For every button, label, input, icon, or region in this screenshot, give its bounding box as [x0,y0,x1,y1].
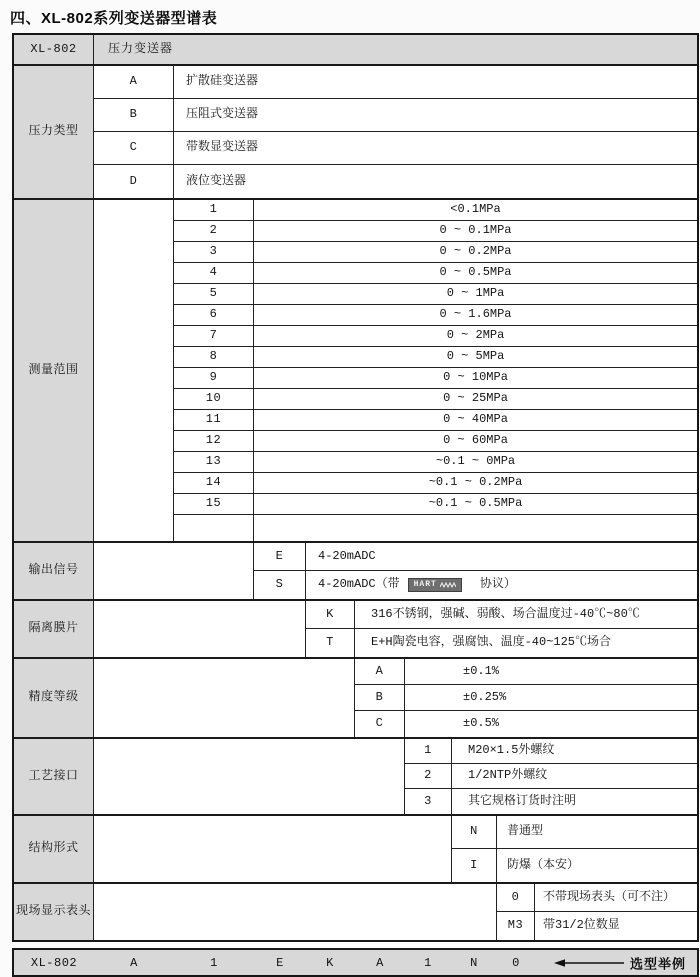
description-cell: 带数显变送器 [174,132,697,165]
code-cell: A [94,66,174,99]
code-cell: 10 [174,389,254,410]
code-cell: 15 [174,494,254,515]
wave-icon [440,581,456,589]
description-cell: 0 ~ 60MPa [254,431,697,452]
section-accuracy-class [14,657,697,737]
description-cell: ±0.5% [463,716,500,731]
section-label-isolation-diaphragm: 隔离膜片 [14,601,94,657]
section-label-process-connection: 工艺接口 [14,739,94,814]
example-code: N [470,955,478,970]
code-cell: 14 [174,473,254,494]
section-isolation-diaphragm [14,599,697,657]
model-code-cell: XL-802 [14,35,94,64]
code-cell: A [355,659,405,685]
section-structure-type [14,814,697,882]
description-cell: 316不锈钢，强碱、弱酸、场合温度过-40℃~80℃ [355,601,697,629]
page-title: 四、XL-802系列变送器型谱表 [10,10,218,27]
example-code: XL-802 [30,955,78,970]
description-cell: 带31/2位数显 [543,918,620,933]
code-cell: B [355,685,405,711]
spacer-cell [94,601,306,657]
description-cell: <0.1MPa [254,200,697,221]
code-cell: K [306,601,355,629]
description-cell: 防爆（本安） [507,857,580,872]
code-cell: I [452,849,497,882]
description-cell: 4-20mADC [306,543,697,571]
description-cell: 0 ~ 1.6MPa [254,305,697,326]
spacer-cell [94,739,405,814]
section-process-connection [14,737,697,814]
code-cell [174,515,254,541]
spacer-cell [94,543,254,599]
example-code: E [276,955,284,970]
table-header-row [14,35,697,64]
description-cell: 0 ~ 40MPa [254,410,697,431]
example-code: 1 [210,955,218,970]
hart-badge-text: HART [413,579,437,589]
code-cell: 11 [174,410,254,431]
code-cell: 3 [405,789,452,814]
spacer-cell [94,884,497,940]
description-cell: 0 ~ 1MPa [254,284,697,305]
example-code: A [130,955,138,970]
code-cell: E [254,543,306,571]
code-cell: 4 [174,263,254,284]
code-cell: 8 [174,347,254,368]
left-arrow-icon [554,958,624,968]
description-cell: E+H陶瓷电容，强腐蚀、温度-40~125℃场合 [371,635,612,650]
code-cell: 3 [174,242,254,263]
description-cell: ~0.1 ~ 0MPa [254,452,697,473]
model-spec-table [12,33,699,942]
description-cell: 1/2NTP外螺纹 [452,764,697,789]
description-cell: 扩散硅变送器 [174,66,697,99]
description-cell: ±0.25% [405,685,697,711]
description-cell: 其它规格订货时注明 [468,793,577,808]
code-cell: 2 [405,764,452,789]
description-cell: ~0.1 ~ 0.5MPa [254,494,697,515]
example-code: K [326,955,334,970]
description-cell: 0 ~ 5MPa [254,347,697,368]
description-cell: 液位变送器 [186,173,247,188]
description-cell: 0 ~ 0.2MPa [254,242,697,263]
description-cell: ~0.1 ~ 0.2MPa [254,473,697,494]
code-cell: 13 [174,452,254,473]
section-field-display-head [14,882,697,940]
code-cell: 7 [174,326,254,347]
code-cell: C [355,711,405,737]
example-code: 1 [424,955,432,970]
description-cell: 压阻式变送器 [174,99,697,132]
spacer-cell [94,200,174,541]
section-label-output-signal: 输出信号 [14,543,94,599]
code-cell: T [306,629,355,657]
code-cell: 1 [405,739,452,764]
section-label-structure-type: 结构形式 [14,816,94,882]
code-cell: B [94,99,174,132]
code-cell: S [254,571,306,599]
spacer-cell [94,816,452,882]
spacer-cell [94,659,355,737]
description-cell: 普通型 [497,816,697,849]
description-cell: M20×1.5外螺纹 [452,739,697,764]
section-label-field-display-head: 现场显示表头 [14,884,94,940]
code-cell: 2 [174,221,254,242]
section-label-pressure-type: 压力类型 [14,66,94,198]
code-cell: N [452,816,497,849]
product-name-cell: 压力变送器 [108,41,174,56]
description-cell: 0 ~ 0.1MPa [254,221,697,242]
example-code: A [376,955,384,970]
description-text: 协议） [479,577,516,592]
code-cell: 0 [497,884,535,912]
description-cell [306,571,697,599]
code-cell: D [94,165,174,198]
description-cell: ±0.1% [405,659,697,685]
description-cell: 0 ~ 25MPa [254,389,697,410]
section-pressure-type [14,64,697,198]
description-text: 4-20mADC（带 [318,577,400,592]
example-code: 0 [512,955,520,970]
selection-example-bar [12,948,699,977]
code-cell: 9 [174,368,254,389]
description-cell: 0 ~ 2MPa [254,326,697,347]
description-cell: 不带现场表头（可不注） [535,884,697,912]
description-cell: 0 ~ 10MPa [254,368,697,389]
example-label: 选型举例 [630,956,687,971]
code-cell: 12 [174,431,254,452]
description-cell: 0 ~ 0.5MPa [254,263,697,284]
section-label-accuracy-class: 精度等级 [14,659,94,737]
section-measuring-range [14,198,697,541]
code-cell: M3 [497,912,535,940]
code-cell: C [94,132,174,165]
description-cell [254,515,697,541]
section-label-measuring-range: 测量范围 [14,200,94,541]
hart-protocol-badge [408,578,462,593]
code-cell: 6 [174,305,254,326]
code-cell: 5 [174,284,254,305]
section-output-signal [14,541,697,599]
code-cell: 1 [174,200,254,221]
